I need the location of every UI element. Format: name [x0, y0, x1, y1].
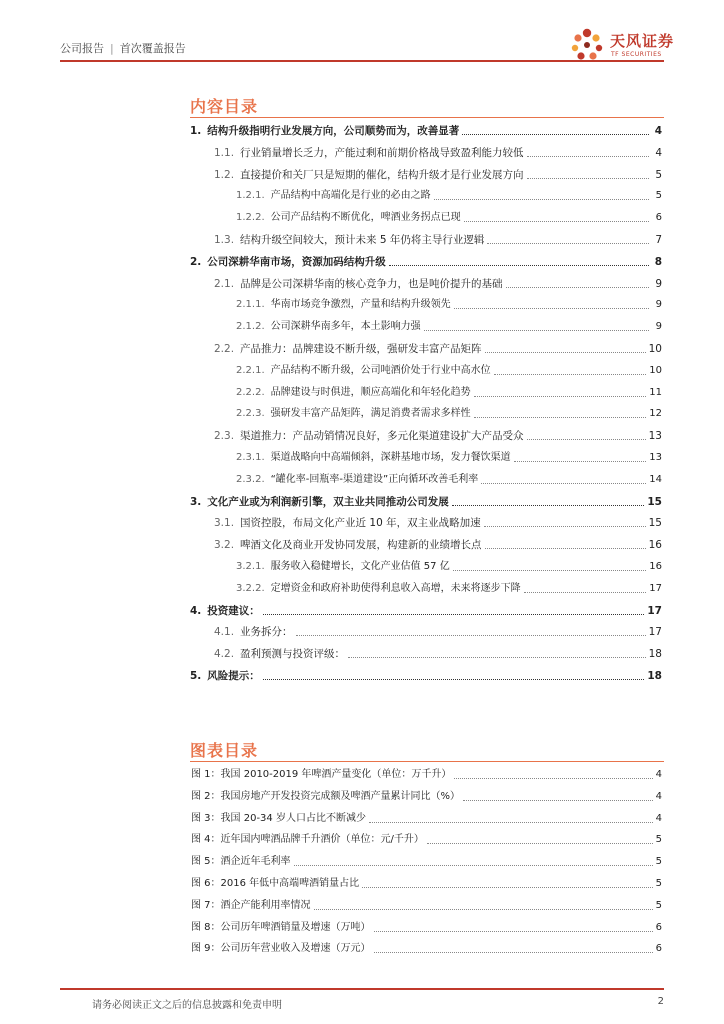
figure-entry-page: 4: [655, 812, 662, 824]
dot-leader: [263, 614, 645, 615]
toc-entry[interactable]: [214, 423, 662, 443]
toc-entry-number: 2.3.2.: [236, 473, 265, 485]
toc-entry[interactable]: [236, 467, 662, 487]
toc-entry-text: 公司产品结构不断优化，啤酒业务拐点已现: [270, 212, 461, 224]
toc-entry-page: 13: [648, 430, 662, 443]
toc-entry-page: 15: [647, 495, 662, 508]
figure-entry-page: 5: [655, 834, 662, 846]
toc-entry-text: 直接提价和关厂只是短期的催化，结构升级才是行业发展方向: [240, 168, 524, 181]
report-category: 公司报告: [60, 42, 104, 55]
figure-entry-text: 图 2：我国房地产开发投资完成额及啤酒产量累计同比（%）: [191, 790, 461, 802]
toc-entry-number: 4.2.: [214, 648, 235, 661]
toc-entry-number: 4.1.: [214, 626, 235, 639]
header-separator: |: [110, 41, 114, 55]
toc-entry-page: 6: [655, 212, 662, 224]
figure-entry[interactable]: [191, 915, 662, 935]
toc-entry[interactable]: [214, 641, 662, 661]
toc-entry-text: 业务拆分：: [240, 626, 293, 639]
toc-entry-text: 啤酒文化及商业开发协同发展，构建新的业绩增长点: [240, 539, 482, 552]
dot-leader: [296, 635, 646, 636]
report-type: [60, 40, 186, 56]
toc-entry-text: 结构升级空间较大，预计未来 5 年仍将主导行业逻辑: [240, 234, 485, 246]
toc-entry-number: 2.3.1.: [236, 452, 265, 463]
toc-entry-number: 2.1.2.: [236, 321, 265, 333]
toc-entry-number: 4.: [190, 604, 202, 617]
report-subcategory: 首次覆盖报告: [119, 42, 186, 55]
toc-entry-text: 行业销量增长乏力，产能过剩和前期价格战导致盈利能力较低: [240, 146, 524, 159]
figure-entry-page: 4: [655, 790, 662, 802]
figure-entry-page: 5: [655, 878, 662, 889]
toc-entry[interactable]: [236, 292, 662, 312]
toc-entry-number: 2.1.: [214, 277, 235, 290]
dot-leader: [527, 156, 649, 157]
dot-leader: [485, 548, 646, 549]
toc-entry[interactable]: [214, 140, 662, 160]
toc-entry-text: 产品推力：品牌建设不断升级，强研发丰富产品矩阵: [240, 343, 482, 355]
toc-entry-number: 3.2.: [214, 539, 235, 552]
dot-leader: [524, 592, 647, 593]
dot-leader: [452, 505, 645, 506]
figure-entry[interactable]: [191, 936, 662, 956]
figure-entry[interactable]: [191, 893, 662, 913]
dot-leader: [474, 417, 647, 418]
toc-entry-number: 2.2.2.: [236, 386, 265, 398]
toc-entry-text: 公司深耕华南市场，资源加码结构升级: [207, 255, 386, 268]
dot-leader: [485, 352, 646, 353]
toc-entry[interactable]: [214, 227, 662, 247]
toc-entry[interactable]: [236, 401, 662, 421]
toc-entry-page: 9: [655, 277, 662, 290]
toc-entry-page: 17: [647, 604, 662, 617]
toc-entry[interactable]: [236, 380, 662, 400]
toc-entry[interactable]: [236, 183, 662, 203]
toc-entry[interactable]: [190, 118, 662, 138]
toc-entry-page: 18: [648, 648, 662, 661]
figure-entry-page: 4: [655, 769, 662, 780]
toc-entry-number: 3.2.1.: [236, 561, 265, 572]
toc-entry-text: 文化产业或为利润新引擎，双主业共同推动公司发展: [207, 495, 449, 508]
toc-entry-page: 16: [649, 561, 662, 572]
toc-entry[interactable]: [214, 162, 662, 182]
page-number: 2: [657, 996, 664, 1007]
toc-entry-page: 17: [649, 582, 662, 594]
toc-entry-page: 15: [648, 517, 662, 530]
toc-entry-text: 渠道战略向中高端倾斜，深耕基地市场，发力餐饮渠道: [270, 452, 511, 463]
toc-entry-page: 7: [655, 234, 662, 246]
figure-entry-text: 图 3：我国 20-34 岁人口占比不断减少: [191, 812, 366, 824]
figure-entry-page: 5: [655, 856, 662, 868]
toc-entry-text: 产品结构中高端化是行业的必由之路: [270, 190, 431, 202]
toc-entry-number: 2.3.: [214, 430, 235, 443]
figure-entry-text: 图 4：近年国内啤酒品牌千升酒价（单位：元/千升）: [191, 834, 424, 846]
figure-entry-page: 5: [655, 899, 662, 911]
toc-entry[interactable]: [190, 598, 662, 618]
toc-entry-page: 5: [655, 168, 662, 181]
toc-entry[interactable]: [214, 532, 662, 552]
dot-leader: [369, 822, 653, 823]
toc-entry-number: 3.: [190, 495, 202, 508]
figure-entry-text: 图 5：酒企近年毛利率: [191, 856, 291, 868]
dot-leader: [527, 178, 649, 179]
dot-leader: [424, 330, 649, 331]
toc-entry-text: 盈利预测与投资评级：: [240, 648, 346, 661]
toc-entry-number: 1.2.: [214, 168, 235, 181]
figure-entry[interactable]: [191, 784, 662, 804]
toc-entry-number: 1.2.2.: [236, 212, 265, 224]
dot-leader: [506, 287, 649, 288]
logo-text-en: TF SECURITIES: [611, 51, 662, 58]
dot-leader: [481, 483, 646, 484]
toc-entry-number: 2.: [190, 255, 202, 268]
toc-entry-number: 1.3.: [214, 234, 235, 246]
toc-entry-text: “罐化率-回瓶率-渠道建设”正向循环改善毛利率: [270, 473, 479, 485]
page-header: [0, 0, 724, 70]
figure-entry-text: 图 1：我国 2010-2019 年啤酒产量变化（单位：万千升）: [191, 769, 452, 780]
dot-leader: [462, 134, 649, 135]
company-logo: [566, 24, 686, 64]
logo-text-cn: 天风证券: [610, 32, 675, 50]
dot-leader: [263, 679, 645, 680]
toc-entry-page: 9: [655, 321, 662, 333]
toc-entry-page: 9: [655, 299, 662, 311]
toc-entry-page: 12: [649, 408, 662, 420]
toc-entry-number: 2.2.: [214, 343, 235, 355]
toc-entry[interactable]: [236, 314, 662, 334]
toc-entry-number: 1.: [190, 125, 202, 137]
dot-leader: [463, 800, 653, 801]
figure-entry-page: 6: [655, 943, 662, 955]
toc-entry-page: 16: [648, 539, 662, 552]
toc-entry-number: 2.2.3.: [236, 408, 265, 420]
toc-entry-text: 服务收入稳健增长，文化产业估值 57 亿: [270, 561, 450, 572]
figure-entry[interactable]: [191, 806, 662, 826]
toc-entry[interactable]: [214, 510, 662, 530]
dot-leader: [484, 526, 646, 527]
toc-entry-text: 渠道推力：产品动销情况良好，多元化渠道建设扩大产品受众: [240, 430, 524, 443]
figure-entry[interactable]: [191, 849, 662, 869]
dot-leader: [454, 778, 652, 779]
toc-entry-number: 3.1.: [214, 517, 235, 530]
figures-title-text: 图表目录: [190, 741, 259, 760]
footer-divider: [60, 988, 664, 990]
toc-entry-page: 13: [649, 452, 662, 463]
toc-entry[interactable]: [236, 445, 662, 465]
toc-entry-text: 结构升级指明行业发展方向，公司顺势而为，改善显著: [207, 125, 460, 137]
figure-entry[interactable]: [191, 827, 662, 847]
figure-entry[interactable]: [191, 762, 662, 782]
figure-entry-text: 图 6：2016 年低中高端啤酒销量占比: [191, 878, 360, 889]
dot-leader: [427, 843, 653, 844]
toc-entry-number: 1.2.1.: [236, 190, 265, 202]
dot-leader: [294, 865, 653, 866]
dot-leader: [487, 243, 649, 244]
dot-leader: [314, 909, 653, 910]
toc-entry-page: 14: [649, 473, 662, 485]
dot-leader: [434, 199, 649, 200]
toc-title-text: 内容目录: [190, 97, 259, 116]
toc-entry-page: 5: [655, 190, 662, 202]
figure-entry-text: 图 7：酒企产能利用率情况: [191, 899, 311, 911]
dot-leader: [474, 396, 647, 397]
dot-leader: [514, 461, 647, 462]
toc-entry-number: 5.: [190, 670, 202, 682]
toc-entry[interactable]: [236, 576, 662, 596]
disclaimer-text: 请务必阅读正文之后的信息披露和免责申明: [92, 1000, 282, 1011]
toc-title: [190, 94, 258, 117]
toc-entry-text: 公司深耕华南多年，本土影响力强: [270, 321, 421, 333]
toc-entry-text: 产品结构不断升级，公司吨酒价处于行业中高水位: [270, 364, 491, 376]
toc-entry[interactable]: [236, 554, 662, 574]
toc-entry[interactable]: [236, 205, 662, 225]
dot-leader: [374, 931, 653, 932]
toc-entry-text: 国资控股，布局文化产业近 10 年，双主业战略加速: [240, 517, 481, 530]
toc-entry-number: 1.1.: [214, 146, 235, 159]
toc-entry[interactable]: [214, 619, 662, 639]
toc-entry-page: 8: [654, 255, 662, 268]
toc-entry-page: 4: [655, 146, 662, 159]
figure-entry-text: 图 9：公司历年营业收入及增速（万元）: [191, 943, 371, 955]
toc-entry[interactable]: [190, 489, 662, 509]
dot-leader: [454, 308, 649, 309]
toc-entry-page: 10: [648, 343, 662, 355]
toc-entry-page: 18: [647, 670, 662, 682]
figure-entry-text: 图 8：公司历年啤酒销量及增速（万吨）: [191, 921, 371, 933]
toc-entry[interactable]: [190, 663, 662, 683]
dot-leader: [453, 570, 647, 571]
toc-entry[interactable]: [190, 249, 662, 269]
toc-entry-text: 品牌建设与时俱进，顺应高端化和年轻化趋势: [270, 386, 471, 398]
toc-entry-text: 强研发丰富产品矩阵，满足消费者需求多样性: [270, 408, 471, 420]
toc-entry[interactable]: [236, 358, 662, 378]
toc-entry-page: 10: [649, 364, 662, 376]
toc-entry[interactable]: [214, 336, 662, 356]
figures-title: [190, 738, 258, 761]
toc-entry-text: 定增资金和政府补助使得利息收入高增，未来将逐步下降: [270, 582, 521, 594]
figure-entry-page: 6: [655, 921, 662, 933]
toc-entry-text: 华南市场竞争激烈，产量和结构升级领先: [270, 299, 451, 311]
toc-entry-number: 2.2.1.: [236, 364, 265, 376]
toc-entry-page: 17: [648, 626, 662, 639]
dot-leader: [389, 265, 649, 266]
toc-entry[interactable]: [214, 271, 662, 291]
toc-entry-number: 2.1.1.: [236, 299, 265, 311]
toc-entry-number: 3.2.2.: [236, 582, 265, 594]
dot-leader: [374, 952, 653, 953]
dot-leader: [494, 374, 647, 375]
toc-entry-text: 品牌是公司深耕华南的核心竞争力，也是吨价提升的基础: [240, 277, 503, 290]
dot-leader: [362, 887, 652, 888]
dot-leader: [464, 221, 649, 222]
toc-entry-page: 11: [649, 386, 662, 398]
toc-entry-text: 风险提示：: [207, 670, 260, 682]
toc-entry-page: 4: [654, 125, 662, 137]
header-divider: [60, 60, 664, 62]
figure-entry[interactable]: [191, 871, 662, 891]
dot-leader: [348, 657, 646, 658]
dot-leader: [527, 439, 646, 440]
toc-entry-text: 投资建议：: [207, 604, 260, 617]
